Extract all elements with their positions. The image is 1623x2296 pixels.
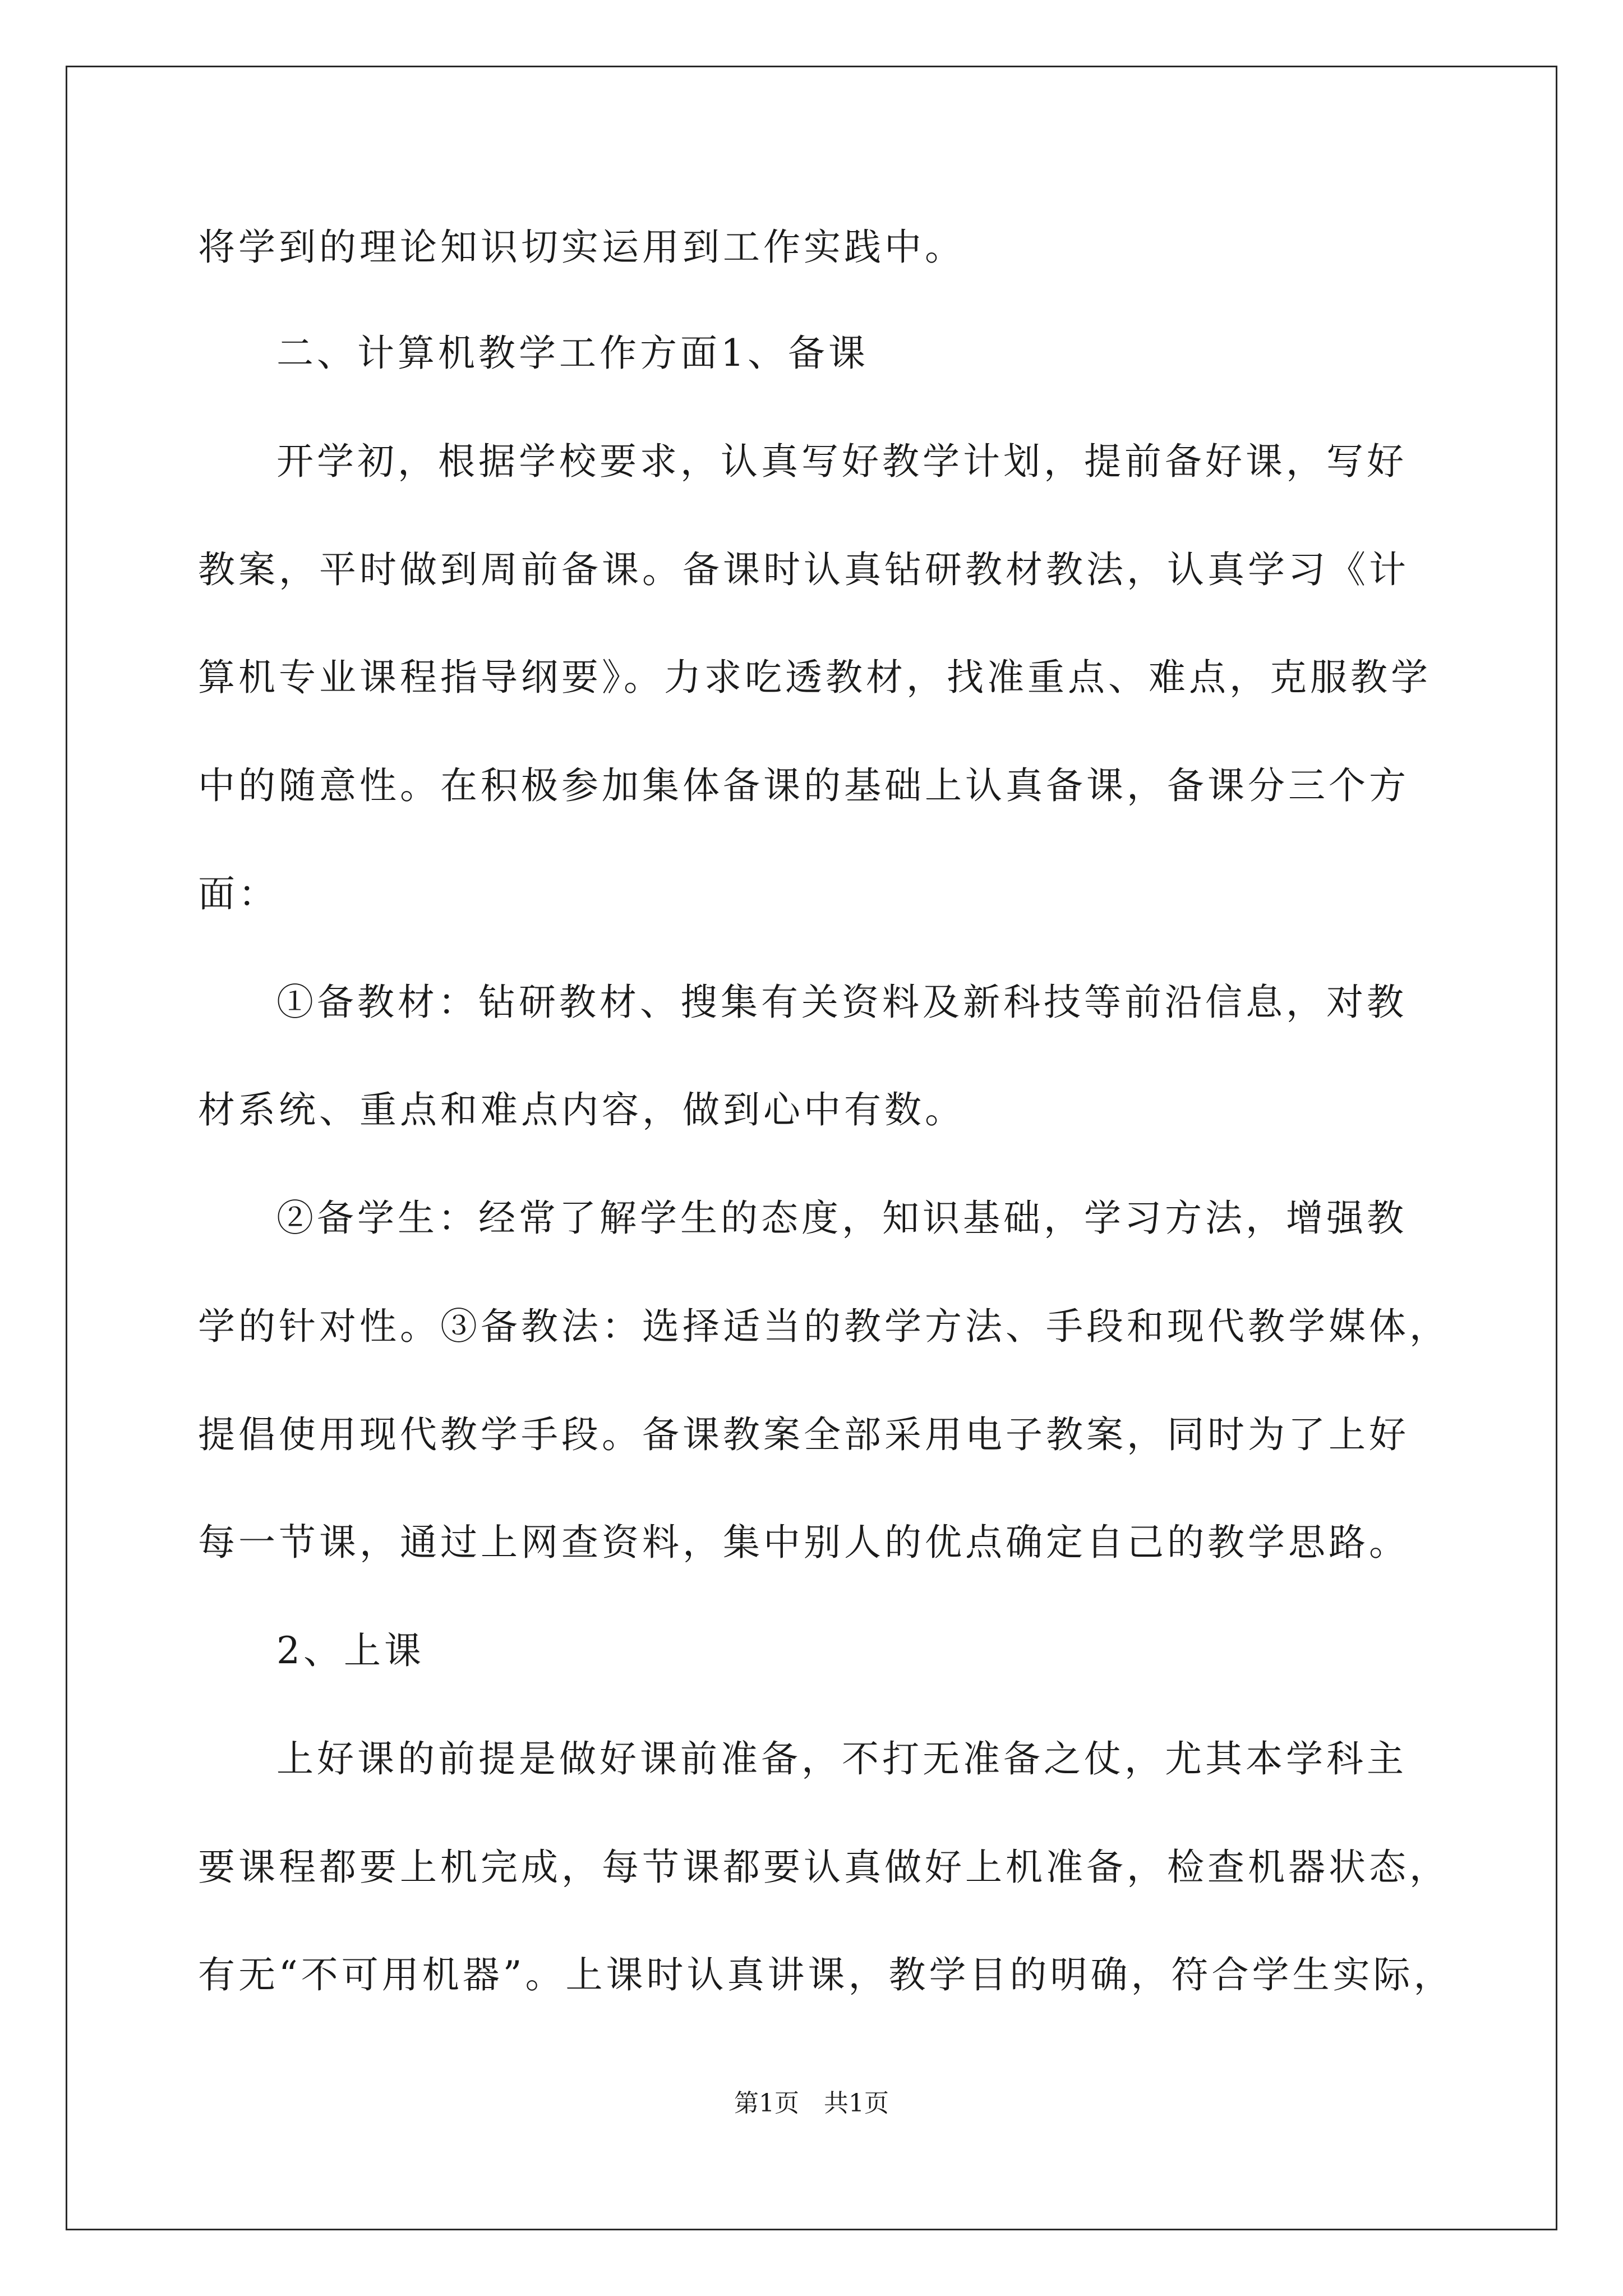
page-footer	[0, 2087, 1623, 2120]
text-line: 面：	[198, 872, 279, 915]
text-line: 每一节课，通过上网查资料，集中别人的优点确定自己的教学思路。	[198, 1521, 1409, 1564]
section-heading: 二、计算机教学工作方面1、备课	[276, 332, 869, 375]
text-line: 上好课的前提是做好课前准备，不打无准备之仗，尤其本学科主	[276, 1737, 1407, 1780]
text-line: 中的随意性。在积极参加集体备课的基础上认真备课，备课分三个方	[198, 764, 1409, 807]
page-total: 共1页	[824, 2089, 889, 2118]
text-line: 材系统、重点和难点内容，做到心中有数。	[198, 1088, 965, 1131]
section-heading: 2、上课	[276, 1629, 425, 1672]
text-line: 开学初，根据学校要求，认真写好教学计划，提前备好课，写好	[276, 440, 1407, 483]
text-line: ②备学生：经常了解学生的态度，知识基础，学习方法，增强教	[276, 1197, 1407, 1240]
text-line: 要课程都要上机完成，每节课都要认真做好上机准备，检查机器状态，	[198, 1846, 1450, 1889]
text-line: 提倡使用现代教学手段。备课教案全部采用电子教案，同时为了上好	[198, 1413, 1409, 1456]
text-line: 将学到的理论知识切实运用到工作实践中。	[198, 226, 965, 269]
page-number: 第1页	[734, 2089, 799, 2118]
text-line: 教案，平时做到周前备课。备课时认真钻研教材教法，认真学习《计	[198, 548, 1409, 591]
text-line: 学的针对性。③备教法：选择适当的教学方法、手段和现代教学媒体，	[198, 1305, 1450, 1348]
text-line: 有无“不可用机器”。上课时认真讲课，教学目的明确，符合学生实际，	[198, 1953, 1454, 1996]
text-line: ①备教材：钻研教材、搜集有关资料及新科技等前沿信息，对教	[276, 981, 1407, 1024]
page-border	[66, 66, 1557, 2230]
text-line: 算机专业课程指导纲要》。力求吃透教材，找准重点、难点，克服教学	[198, 656, 1431, 699]
